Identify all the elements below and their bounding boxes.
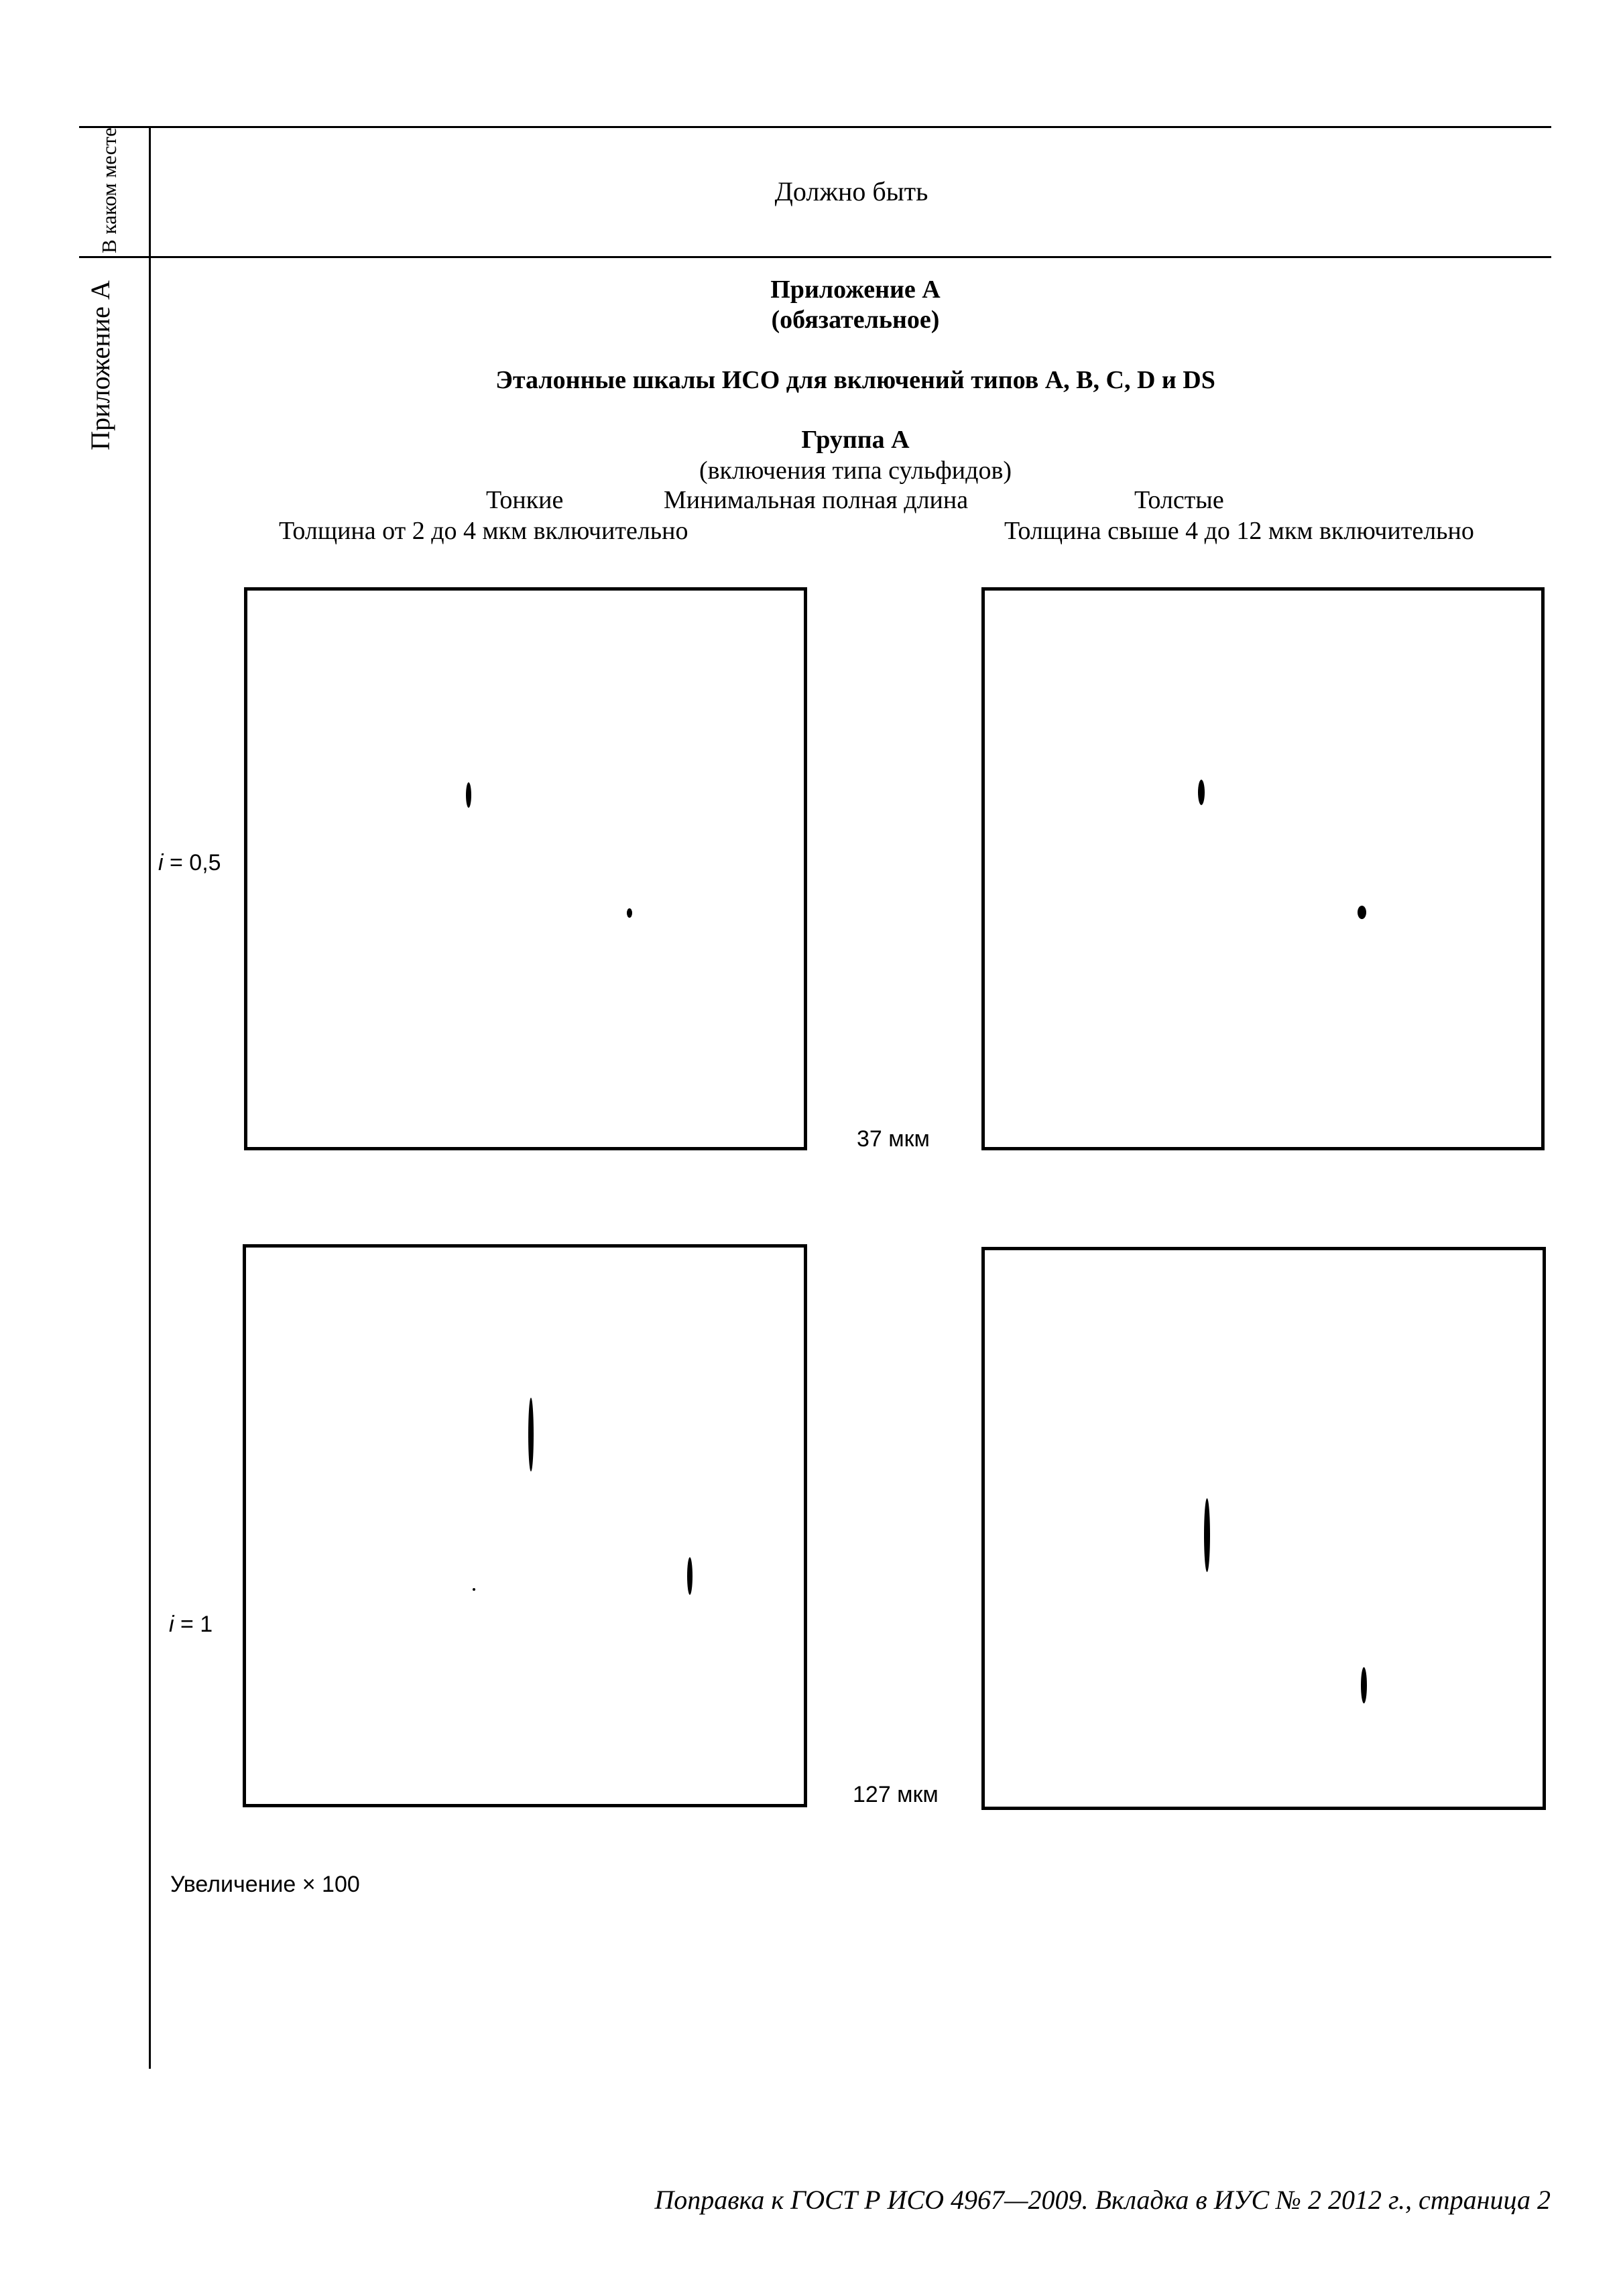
- thick-thickness-label: Толщина свыше 4 до 12 мкм включительно: [1004, 517, 1474, 545]
- should-be-header: [152, 176, 1551, 207]
- appendix-status: (обязательное): [771, 306, 940, 334]
- inclusion-mark: [466, 782, 471, 808]
- col-thick-label: Толстые: [1134, 486, 1224, 514]
- inclusion-mark: [687, 1557, 693, 1595]
- thin-inclusion-image-05: [244, 587, 807, 1150]
- col-thin-label: Тонкие: [486, 486, 564, 514]
- table-header-rule: [79, 256, 1551, 258]
- inclusion-mark: [1358, 906, 1366, 919]
- inclusion-mark: [1361, 1667, 1367, 1703]
- row-location-label: Приложение А: [85, 280, 115, 450]
- inclusion-mark: [1198, 780, 1205, 805]
- table-top-rule: [79, 126, 1551, 128]
- table-column-divider: [149, 126, 151, 2069]
- group-subtitle: (включения типа сульфидов): [699, 457, 1012, 485]
- col-min-length-label: Минимальная полная длина: [664, 486, 969, 514]
- appendix-title: Приложение А: [770, 276, 941, 304]
- thick-inclusion-image-1: [981, 1247, 1546, 1810]
- should-be-label: Должно быть: [774, 176, 928, 206]
- min-length-value-05: 37 мкм: [857, 1126, 930, 1152]
- row-label-var: i: [169, 1612, 174, 1637]
- magnification-note: Увеличение × 100: [170, 1872, 360, 1897]
- group-title: Группа А: [801, 426, 910, 454]
- thin-inclusion-image-1: [243, 1244, 807, 1807]
- row-label-value: = 0,5: [163, 850, 221, 875]
- scales-title: Эталонные шкалы ИСО для включений типов A, B, C, D и DS: [495, 366, 1215, 394]
- inclusion-mark: [1204, 1498, 1210, 1572]
- page-footer: Поправка к ГОСТ Р ИСО 4967—2009. Вкладка в ИУС № 2 2012 г., страница 2: [654, 2185, 1551, 2215]
- row-label-i-1: [169, 1612, 213, 1638]
- location-column-label: В каком месте: [97, 127, 121, 253]
- thick-inclusion-image-05: [981, 587, 1545, 1150]
- row-label-value: = 1: [174, 1612, 213, 1637]
- row-label-var: i: [158, 850, 164, 875]
- inclusion-mark: [627, 908, 632, 918]
- min-length-value-1: 127 мкм: [853, 1782, 939, 1807]
- inclusion-mark: [528, 1398, 534, 1471]
- thin-thickness-label: Толщина от 2 до 4 мкм включительно: [279, 517, 688, 545]
- inclusion-mark: [473, 1588, 475, 1591]
- row-label-i-05: [158, 850, 221, 876]
